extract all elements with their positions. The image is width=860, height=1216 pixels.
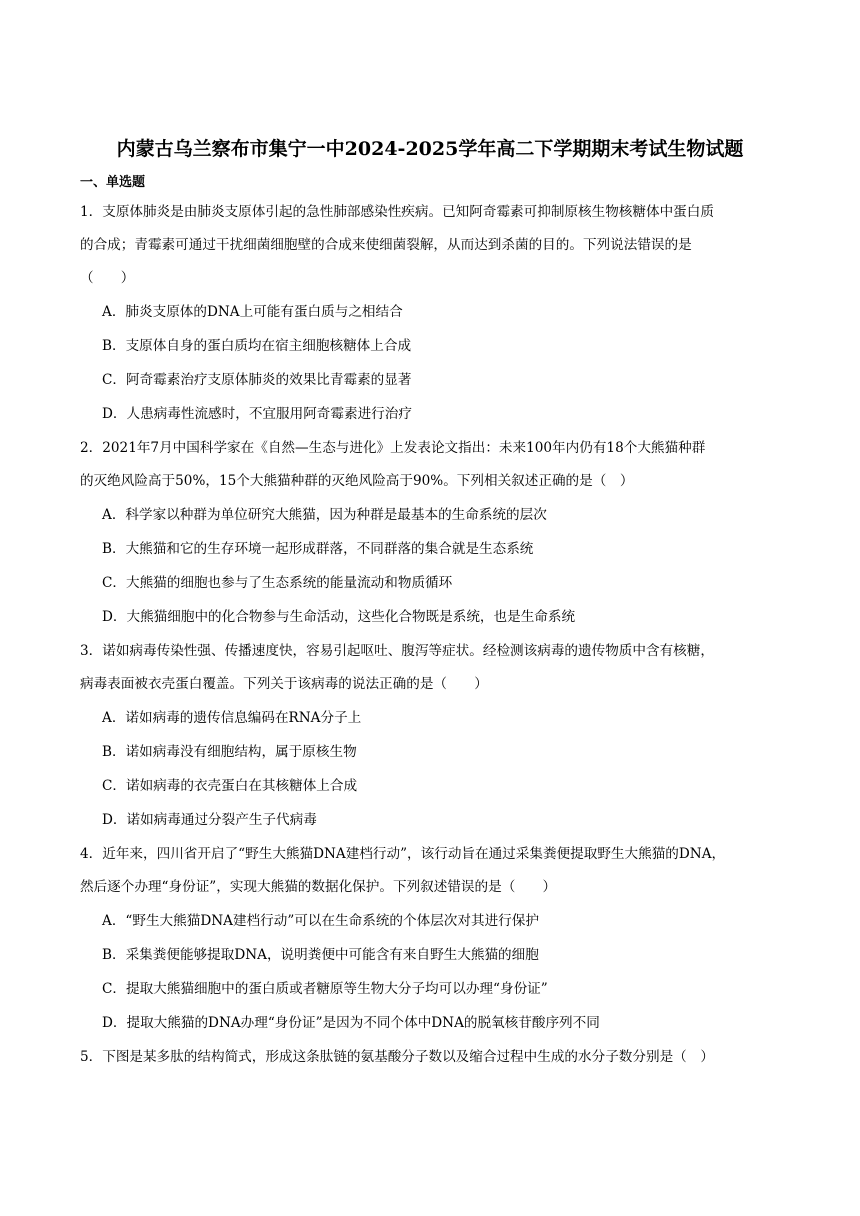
question-1-option-b: B．支原体自身的蛋白质均在宿主细胞核糖体上合成	[102, 338, 412, 354]
question-3-stem-line-2: 病毒表面被衣壳蛋白覆盖。下列关于该病毒的说法正确的是（ ）	[80, 676, 488, 692]
question-1-stem-line-2: 的合成；青霉素可通过干扰细菌细胞壁的合成来使细菌裂解，从而达到杀菌的目的。下列说法错误的是	[80, 237, 692, 253]
question-4-option-d: D．提取大熊猫的DNA办理“身份证”是因为不同个体中DNA的脱氧核苷酸序列不同	[102, 1015, 600, 1031]
question-2-stem-line-1: 2．2021年7月中国科学家在《自然—生态与进化》上发表论文指出：未来100年内仍有18个大熊猫种群	[80, 440, 706, 456]
question-3-option-c: C．诺如病毒的衣壳蛋白在其核糖体上合成	[102, 778, 358, 794]
question-2-option-a: A．科学家以种群为单位研究大熊猫，因为种群是最基本的生命系统的层次	[102, 507, 547, 523]
question-2-option-c: C．大熊猫的细胞也参与了生态系统的能量流动和物质循环	[102, 575, 453, 591]
question-4-option-b: B．采集粪便能够提取DNA，说明粪便中可能含有来自野生大熊猫的细胞	[102, 947, 539, 963]
question-1-stem-line-1: 1．支原体肺炎是由肺炎支原体引起的急性肺部感染性疾病。已知阿奇霉素可抑制原核生物核糖体中蛋白质	[80, 204, 714, 220]
question-3-option-b: B．诺如病毒没有细胞结构，属于原核生物	[102, 744, 357, 760]
question-4-option-c: C．提取大熊猫细胞中的蛋白质或者糖原等生物大分子均可以办理“身份证”	[102, 981, 548, 997]
question-3-option-d: D．诺如病毒通过分裂产生子代病毒	[102, 812, 317, 828]
question-1-option-d: D．人患病毒性流感时，不宜服用阿奇霉素进行治疗	[102, 406, 412, 422]
question-4-option-a: A．“野生大熊猫DNA建档行动”可以在生命系统的个体层次对其进行保护	[102, 913, 539, 929]
question-1-option-a: A．肺炎支原体的DNA上可能有蛋白质与之相结合	[102, 304, 403, 320]
question-5-stem-line-1: 5．下图是某多肽的结构简式，形成这条肽链的氨基酸分子数以及缩合过程中生成的水分子数分别是（ ）	[80, 1049, 714, 1065]
question-2-stem-line-2: 的灭绝风险高于50%，15个大熊猫种群的灭绝风险高于90%。下列相关叙述正确的是（ ）	[80, 473, 634, 489]
question-3-option-a: A．诺如病毒的遗传信息编码在RNA分子上	[102, 710, 362, 726]
question-1-option-c: C．阿奇霉素治疗支原体肺炎的效果比青霉素的显著	[102, 372, 412, 388]
question-1-stem-line-3: （ ）	[80, 270, 135, 286]
question-3-stem-line-1: 3．诺如病毒传染性强、传播速度快，容易引起呕吐、腹泻等症状。经检测该病毒的遗传物质中含有核糖，	[80, 643, 714, 659]
section-heading: 一、单选题	[80, 175, 146, 190]
question-4-stem-line-2: 然后逐个办理“身份证”，实现大熊猫的数据化保护。下列叙述错误的是（ ）	[80, 879, 557, 895]
question-4-stem-line-1: 4．近年来，四川省开启了“野生大熊猫DNA建档行动”，该行动旨在通过采集粪便提取野生大熊猫的DNA，	[80, 846, 726, 862]
question-2-option-d: D．大熊猫细胞中的化合物参与生命活动，这些化合物既是系统，也是生命系统	[102, 609, 576, 625]
question-2-option-b: B．大熊猫和它的生存环境一起形成群落，不同群落的集合就是生态系统	[102, 541, 534, 557]
page-title: 内蒙古乌兰察布市集宁一中2024-2025学年高二下学期期末考试生物试题	[116, 138, 744, 160]
